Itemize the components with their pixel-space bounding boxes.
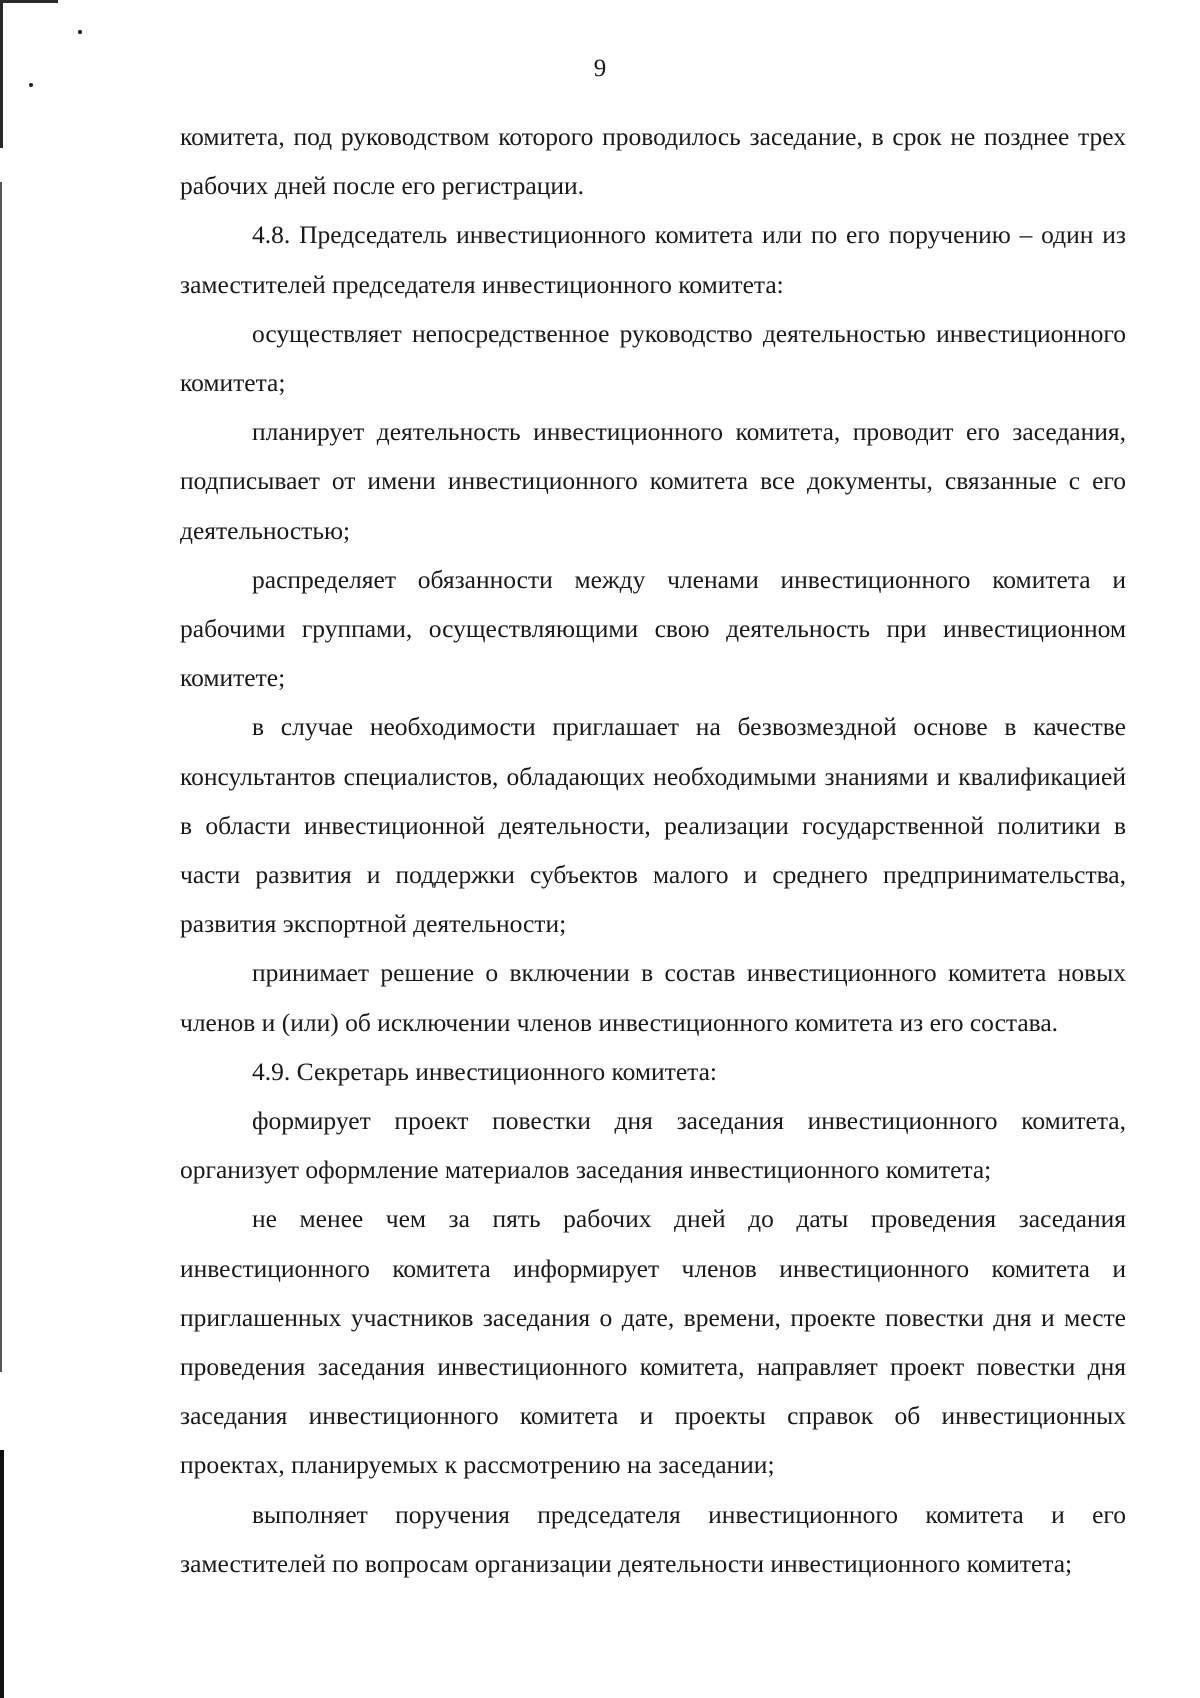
paragraph: планирует деятельность инвестиционного комитета, проводит его заседания, подписывает от имени инвестиционного комитета все документы, связанные с его деятельностью;	[180, 417, 1126, 545]
paragraph: принимает решение о включении в состав инвестиционного комитета новых членов и (или) об исключении членов инвестиционного комитета из его состава.	[180, 958, 1126, 1037]
paragraph: формирует проект повестки дня заседания инвестиционного комитета, организует оформление материалов заседания инвестиционного комитета;	[180, 1106, 1126, 1185]
paragraph: выполняет поручения председателя инвестиционного комитета и его заместителей по вопросам организации деятельности инвестиционного комитета;	[180, 1499, 1126, 1578]
paragraph: 4.8. Председатель инвестиционного комитета или по его поручению – один из заместителей председателя инвестиционного комитета:	[180, 220, 1126, 299]
paragraph: не менее чем за пять рабочих дней до даты проведения заседания инвестиционного комитета информирует членов инвестиционного комитета и приглашенных участников заседания о дате, времени, проекте повестки дня и месте проведения заседания инвестиционного комитета, направляет проект повестки дня заседания инвестиционного комитета и проекты справок об инвестиционных проектах, планируемых к рассмотрению на заседании;	[180, 1204, 1126, 1480]
paragraph: в случае необходимости приглашает на безвозмездной основе в качестве консультантов специалистов, обладающих необходимыми знаниями и квалификацией в области инвестиционной деятельности, реализации государственной политики в части развития и поддержки субъектов малого и среднего предпринимательства, развития экспортной деятельности;	[180, 712, 1126, 939]
page-number: 9	[593, 55, 607, 82]
scan-edge-cap	[0, 0, 58, 3]
scan-edge-middle	[0, 182, 2, 1372]
paragraph: 4.9. Секретарь инвестиционного комитета:	[252, 1056, 717, 1086]
scan-speck	[78, 30, 82, 34]
document-body	[180, 112, 1126, 1588]
paragraph: комитета, под руководством которого проводилось заседание, в срок не позднее трех рабочих дней после его регистрации.	[180, 122, 1126, 201]
paragraph: осуществляет непосредственное руководство деятельностью инвестиционного комитета;	[180, 318, 1126, 398]
scan-edge-bottom	[0, 1450, 4, 1698]
paragraph: распределяет обязанности между членами инвестиционного комитета и рабочими группами, осуществляющими свою деятельность при инвестиционном комитете;	[180, 564, 1126, 693]
